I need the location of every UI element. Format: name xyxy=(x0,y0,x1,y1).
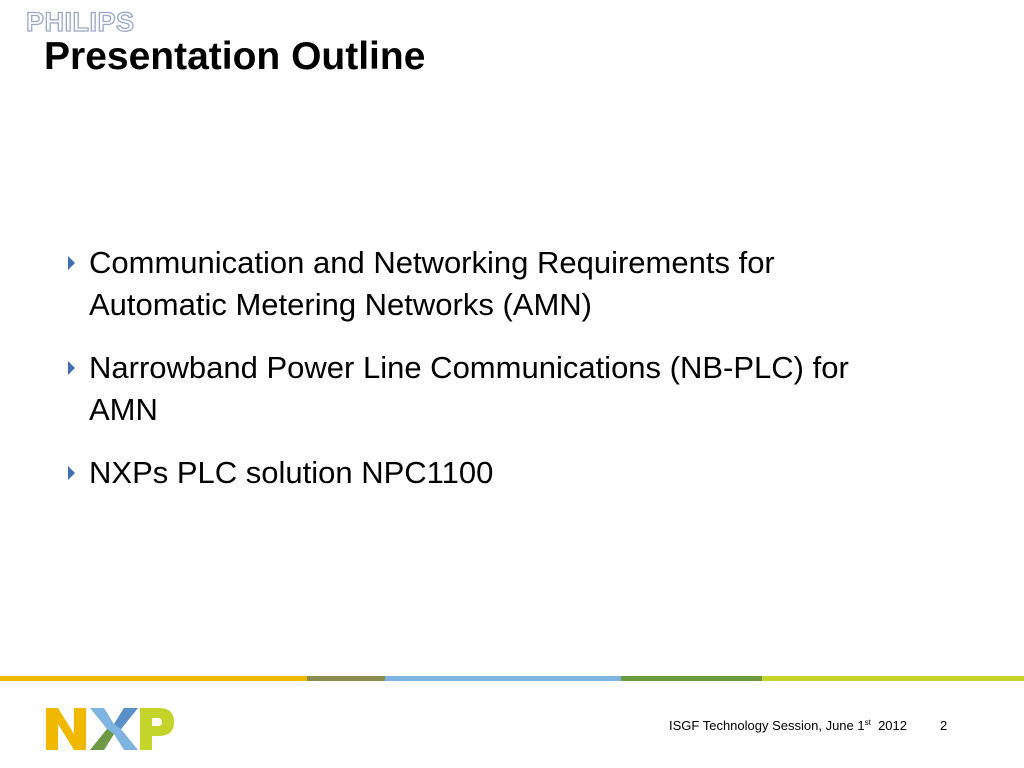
footer-event-text xyxy=(669,718,907,733)
triangle-bullet-icon xyxy=(68,466,75,480)
triangle-bullet-icon xyxy=(68,256,75,270)
color-bar-green-segment xyxy=(621,676,762,681)
color-bar-yellow-segment xyxy=(0,676,307,681)
color-bar-olive-segment xyxy=(307,676,385,681)
slide-title: Presentation Outline xyxy=(44,35,426,78)
bullet-item xyxy=(64,452,964,494)
bullet-item xyxy=(64,242,964,326)
bullet-text-line: AMN xyxy=(89,392,158,427)
bullet-text-line: Narrowband Power Line Communications (NB-PLC) for xyxy=(89,350,849,385)
bullet-text-line: Automatic Metering Networks (AMN) xyxy=(89,287,593,322)
bullet-item xyxy=(64,347,964,431)
bullet-list xyxy=(64,242,964,515)
color-bar-lime-segment xyxy=(762,676,1024,681)
page-number: 2 xyxy=(940,718,948,733)
bullet-text-line: NXPs PLC solution NPC1100 xyxy=(89,455,494,490)
footer-event-prefix: ISGF Technology Session, June 1 xyxy=(669,718,865,733)
nxp-logo xyxy=(46,706,174,752)
philips-logo: PHILIPS xyxy=(26,7,135,37)
triangle-bullet-icon xyxy=(68,361,75,375)
footer-event-year: 2012 xyxy=(878,718,907,733)
footer-event-sup: st xyxy=(864,718,871,727)
color-bar-blue-segment xyxy=(385,676,621,681)
bullet-text-line: Communication and Networking Requirements for xyxy=(89,245,775,280)
footer-color-bar xyxy=(0,676,1024,681)
